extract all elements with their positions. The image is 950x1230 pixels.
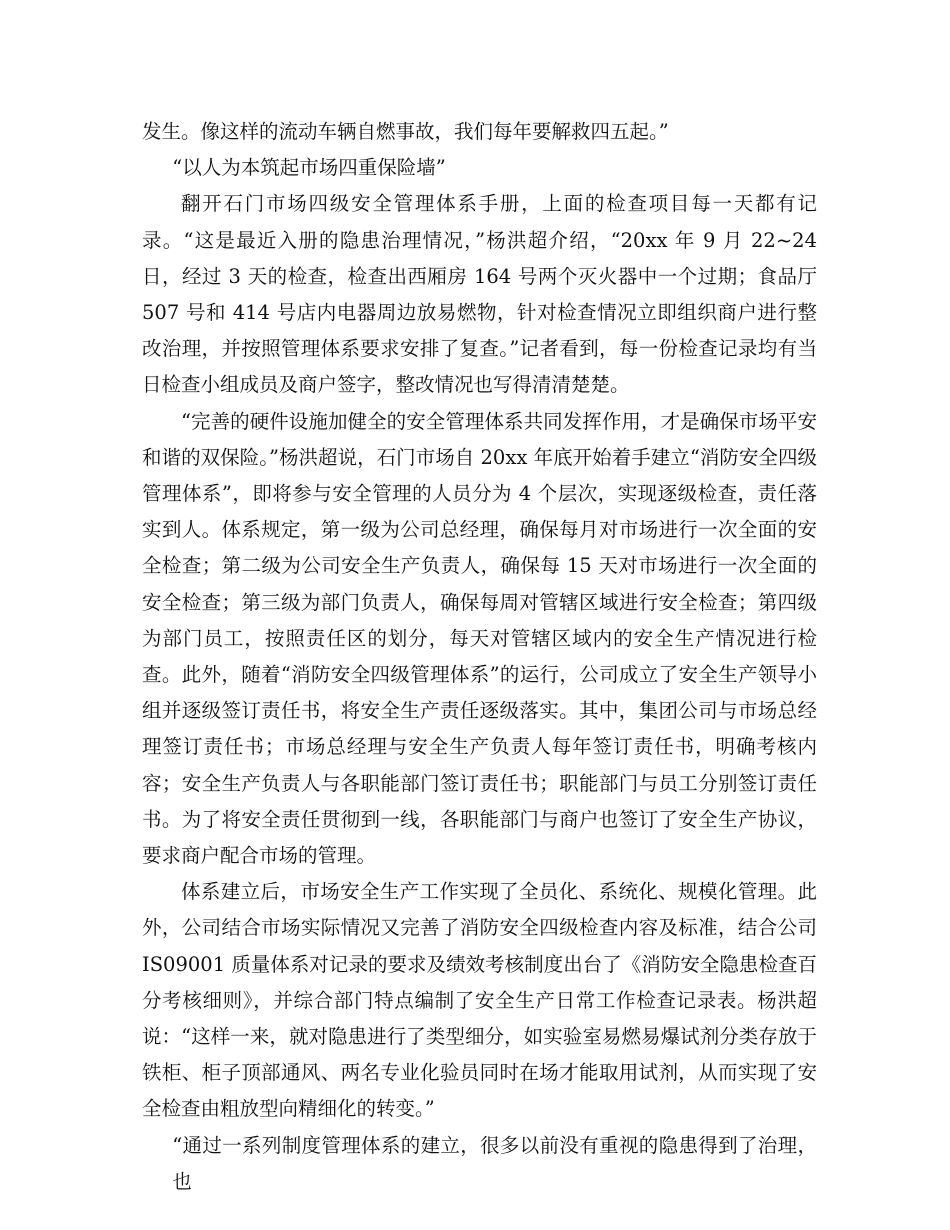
section-heading: “以人为本筑起市场四重保险墙” <box>172 156 446 180</box>
paragraph-3: “完善的硬件设施加健全的安全管理体系共同发挥作用，才是确保市场平安和谐的双保险。”杨洪超说，石门市场自 20xx 年底开始着手建立“消防安全四级管理体系”，即将参与安全管理的人员分为 4 个层次，实现逐级检查，责任落实到人。体系规定，第一级为公司总经理，确保每月对市场进行一次全面的安全检查；第二级为公司安全生产负责人，确保每 15 天对市场进行一次全面的安全检查；第三级为部门负责人，确保每周对管辖区域进行安全检查；第四级为部门员工，按照责任区的划分，每天对管辖区域内的安全生产情况进行检查。此外，随着“消防安全四级管理体系”的运行，公司成立了安全生产领导小组并逐级签订责任书，将安全生产责任逐级落实。其中，集团公司与市场总经理签订责任书；市场总经理与安全生产负责人每年签订责任书，明确考核内容；安全生产负责人与各职能部门签订责任书；职能部门与员工分别签订责任书。为了将安全责任贯彻到一线，各职能部门与商户也签订了安全生产协议，要求商户配合市场的管理。 <box>142 409 817 868</box>
paragraph-5: “通过一系列制度管理体系的建立，很多以前没有重视的隐患得到了治理，也 <box>172 1133 817 1193</box>
paragraph-4: 体系建立后，市场安全生产工作实现了全员化、系统化、规模化管理。此外，公司结合市场实际情况又完善了消防安全四级检查内容及标准，结合公司 IS09001 质量体系对记录的要求及绩效考核制度出台了《消防安全隐患检查百分考核细则》，并综合部门特点编制了安全生产日常工作检查记录表。杨洪超说：“这样一来，就对隐患进行了类型细分，如实验室易燃易爆试剂分类存放于铁柜、柜子顶部通风、两名专业化验员同时在场才能取用试剂，从而实现了安全检查由粗放型向精细化的转变。” <box>142 880 817 1121</box>
document-body <box>142 114 817 1200</box>
paragraph-0: 发生。像这样的流动车辆自燃事故，我们每年要解救四五起。” <box>142 120 669 143</box>
paragraph-2: 翻开石门市场四级安全管理体系手册，上面的检查项目每一天都有记录。“这是最近入册的隐患治理情况，”杨洪超介绍，“20xx 年 9 月 22~24 日，经过 3 天的检查，检查出西厢房 164 号两个灭火器中一个过期；食品厅 507 号和 414 号店内电器周边放易燃物，针对检查情况立即组织商户进行整改治理，并按照管理体系要求安排了复查。”记者看到，每一份检查记录均有当日检查小组成员及商户签字，整改情况也写得清清楚楚。 <box>142 192 817 397</box>
